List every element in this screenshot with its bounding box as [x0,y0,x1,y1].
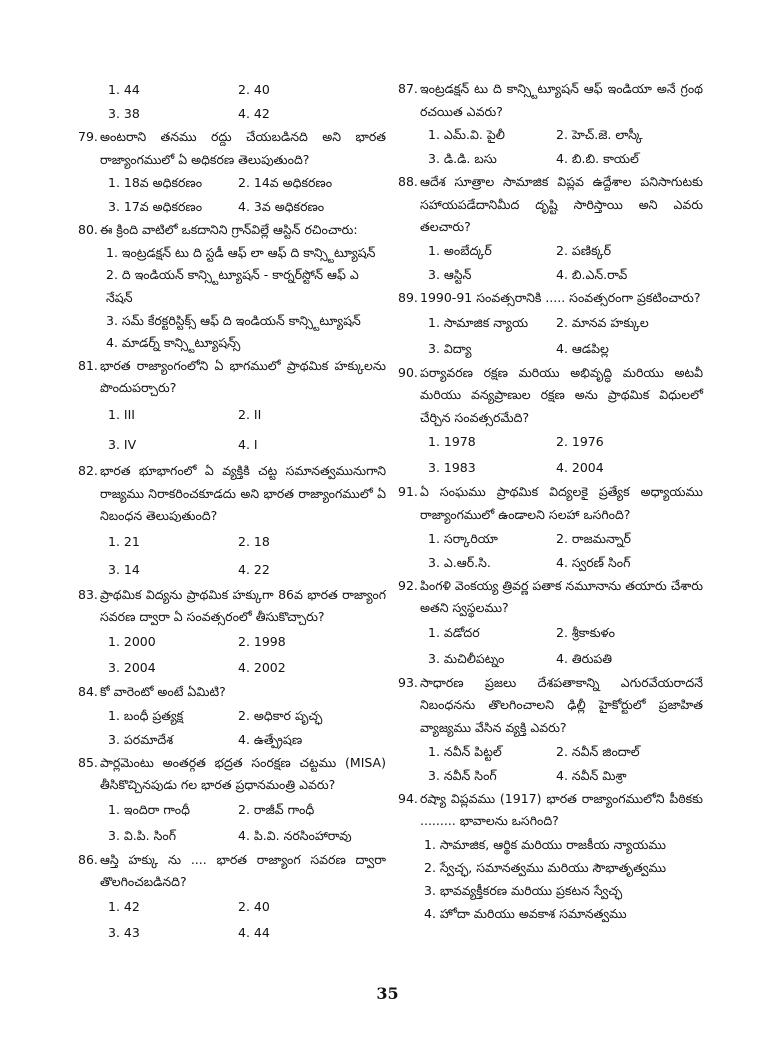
question-number: 87. [398,81,418,96]
option: 4. 3వ అధికరణం [238,199,325,215]
option: 2. 1976 [556,434,604,450]
option: 2. రాజమన్నార్ [556,530,631,546]
option: 2. మానవ హక్కుల [556,314,649,330]
option: 3. ఎ.ఆర్.సి. [428,554,491,570]
question-text: భారత భూభాగంలో ఏ వ్యక్తికి చట్ట సమానత్వమునుగాని రాజ్యము నిరాకరించకూడదు అని భారత రాజ్యాంగములో ఏ నిబంధన తెలుపుతుంది? [100,462,386,524]
page-number: 35 [376,984,399,1003]
question-number: 86. [78,851,98,867]
option: 3. విద్యా [428,340,472,356]
option: 2. స్వేచ్ఛ, సమానత్వము మరియు సౌభాతృత్వము [424,859,667,875]
question-90 [398,362,703,482]
question-text: పర్యావరణ రక్షణ మరియు అభివృద్ధి మరియు అటవీ మరియు వన్యప్రాణుల రక్షణ అను ప్రాథమిక విధులలో చేర్చిన సంవత్సరమేది? [420,364,703,425]
question-82 [78,460,386,584]
question-81 [78,355,386,460]
question-text: అంటరాని తనము రద్దు చేయబడినది అని భారత రాజ్యాంగములో ఏ అధికరణ తెలుపుతుంది? [100,129,386,167]
question-text: పింగళి వెంకయ్య త్రివర్ణ పతాక నమూనాను తయారు చేశారు అతని స్వస్థలము? [420,577,703,616]
option: 2. నవీన్ జిందాల్ [556,743,640,759]
option: 2. 14వ అధికరణం [238,175,333,191]
option: 2. 1998 [238,633,286,649]
option: 3. ఆస్టిన్ [428,266,472,282]
question-number: 79. [78,129,98,144]
option: 3. 14 [108,561,140,577]
option: 4. 42 [238,106,270,121]
option: 4. బి.బి. కాయల్ [556,151,639,167]
option: 4. బి.ఎన్.రావ్ [556,266,628,282]
option: 2. ది ఇండియన్ కాన్స్టిట్యూషన్ - కార్నర్‌స్టోన్ ఆఫ్ ఎ నేషన్ [106,267,359,305]
option: 2. పణిక్కర్ [556,242,612,258]
question-text: ఆస్తి హక్కు ను .... భారత రాజ్యాంగ సవరణ ద్వారా తొలగించబడినది? [100,851,386,890]
option: 3. 1983 [428,460,476,476]
option: 1. సామాజిక న్యాయ [428,314,529,330]
option: 4. ఉత్ప్రేషణ [238,731,303,747]
question-number: 92. [398,577,418,593]
option: 2. 40 [238,82,270,97]
option: 4. స్వరణ్ సింగ్ [556,554,631,570]
question-number: 85. [78,754,98,770]
option: 3. మచిలీపట్నం [428,650,505,666]
question-number: 84. [78,683,98,699]
option: 4. తిరుపతి [556,650,613,666]
option: 1. 2000 [108,633,156,649]
question-93 [398,672,703,788]
question-number: 83. [78,586,98,602]
option: 1. 1978 [428,434,476,450]
option: 3. భావవ్యక్తీకరణ మరియు ప్రకటన స్వేచ్ఛ [424,882,623,898]
option: 2. 18 [238,533,270,549]
option: 1. 42 [108,898,140,914]
option: 3. పరమాదేశ [108,731,174,747]
option: 4. 2002 [238,659,286,675]
option: 1. 18వ అధికరణం [108,175,203,191]
question-text: ప్రాథమిక విద్యను ప్రాథమిక హక్కుగా 86వ భారత రాజ్యాంగ సవరణ ద్వారా ఏ సంవత్సరంలో తీసుకొచ్చారు? [100,586,386,625]
orphan-options [78,78,386,126]
question-number: 91. [398,484,418,500]
option: 3. IV [108,436,137,452]
question-number: 89. [398,289,418,305]
option: 2. రాజీవ్ గాంధీ [238,801,315,817]
option-row [108,78,386,102]
question-number: 90. [398,364,418,380]
option: 1. సామాజిక, ఆర్థిక మరియు రాజకీయ న్యాయము [424,836,666,852]
question-text: పార్లమెంటు అంతర్గత భద్రత సంరక్షణ చట్టము (MISA) తీసికొచ్చినపుడు గల భారత ప్రధానమంత్రి ఎవరు? [100,754,386,793]
option: 2. హెచ్.జె. లాస్కీ [556,127,643,143]
question-number: 94. [398,790,418,806]
question-number: 82. [78,462,98,478]
option: 3. 17వ అధికరణం [108,199,203,215]
option: 1. ఇందిరా గాంధీ [108,801,190,817]
question-text: ఆదేశ సూత్రాల సామాజిక విప్లవ ఉద్దేశాల పనిసాగుటకు సహాయపడేదానిమీద దృష్టి సారిస్తాయి అని ఎవరు తలచారు? [420,174,703,235]
left-column [78,78,386,946]
question-92 [398,575,703,672]
question-text: కో వారెంటో అంటే ఏమిటి? [100,683,226,699]
question-79 [78,126,386,219]
question-text: 1990-91 సంవత్సరానికి ..... సంవత్సరంగా ప్రకటించారు? [420,289,701,305]
option: 4. మాడర్న్ కాన్స్టిట్యూషన్స్ [106,335,241,351]
option: 1. సర్కారియా [428,530,498,546]
option: 1. ఎమ్.వి. పైలీ [428,127,505,143]
option: 3. డి.డి. బసు [428,151,497,167]
option: 1. నవీన్ పిట్టల్ [428,743,502,759]
question-91 [398,481,703,574]
option: 4. I [238,436,258,452]
option: 4. 2004 [556,460,604,476]
option: 4. ఆడపిల్ల [556,340,609,356]
option: 3. 43 [108,924,140,940]
question-94 [398,788,703,925]
option: 3. 38 [108,106,140,121]
option: 1. III [108,406,135,422]
question-86 [78,849,386,946]
option: 1. వడోదర [428,624,480,640]
question-83 [78,584,386,681]
option: 4. పి.వి. నరసింహారావు [238,827,352,843]
question-text: ఈ క్రింది వాటిలో ఒకదానిని గ్రాన్‌విల్లే ఆస్టిన్ రచించారు: [100,222,358,238]
question-88 [398,171,703,287]
option: 1. 44 [108,82,140,97]
question-text: రష్యా విప్లవము (1917) భారత రాజ్యాంగములోని పీఠికకు ......... భావాలను ఒసగింది? [420,790,703,829]
option: 3. 2004 [108,659,156,675]
question-text: భారత రాజ్యాంగంలోని ఏ భాగములో ప్రాథమిక హక్కులను పొందుపర్చారు? [100,357,386,396]
option: 1. అంబేద్కర్ [428,242,492,258]
option: 2. 40 [238,898,270,914]
question-85 [78,752,386,849]
option: 4. 22 [238,561,270,577]
option: 4. నవీన్ మిశ్రా [556,767,627,783]
option: 3. సమ్ కేరక్టరిస్టిక్స్ ఆఫ్ ది ఇండియన్ కాన్స్టిట్యూషన్ [106,312,361,328]
question-number: 81. [78,357,98,373]
option: 1. 21 [108,533,140,549]
option: 2. అధికార పృచ్ఛ [238,707,323,723]
option: 1. ఇంట్రడక్షన్ టు ది స్టడీ ఆఫ్ లా ఆఫ్ ది కాన్స్టిట్యూషన్ [106,244,376,260]
question-number: 93. [398,674,418,690]
option: 2. శ్రీకాకుళం [556,624,615,640]
option: 1. బంధీ ప్రత్యక్ష [108,707,184,723]
option: 3. వి.పి. సింగ్ [108,827,176,843]
question-87 [398,78,703,171]
option: 3. నవీన్ సింగ్ [428,767,497,783]
question-text: ఇంట్రడక్షన్ టు ది కాన్స్టిట్యూషన్ ఆఫ్ ఇండియా అనే గ్రంథ రచయిత ఎవరు? [420,81,703,119]
option-row [108,102,386,126]
option: 2. II [238,406,262,422]
question-89 [398,287,703,362]
option: 4. హోదా మరియు అవకాశ సమానత్వము [424,905,627,921]
question-number: 88. [398,174,418,190]
right-column [398,78,703,925]
question-text: సాధారణ ప్రజలు దేశపతాకాన్ని ఎగురవేయరాదనే నిబంధనను తొలగించాలని ఢిల్లీ హైకోర్టులో ప్రజాహిత వ్యాజ్యము వేసిన వ్యక్తి ఎవరు? [420,674,703,735]
question-84 [78,681,386,752]
question-number: 80. [78,222,98,238]
question-80 [78,219,386,355]
option: 4. 44 [238,924,270,940]
question-text: ఏ సంఘము ప్రాథమిక విద్యలకై ప్రత్యేక అధ్యాయము రాజ్యాంగములో ఉండాలని సలహా ఒసగింది? [420,484,703,522]
